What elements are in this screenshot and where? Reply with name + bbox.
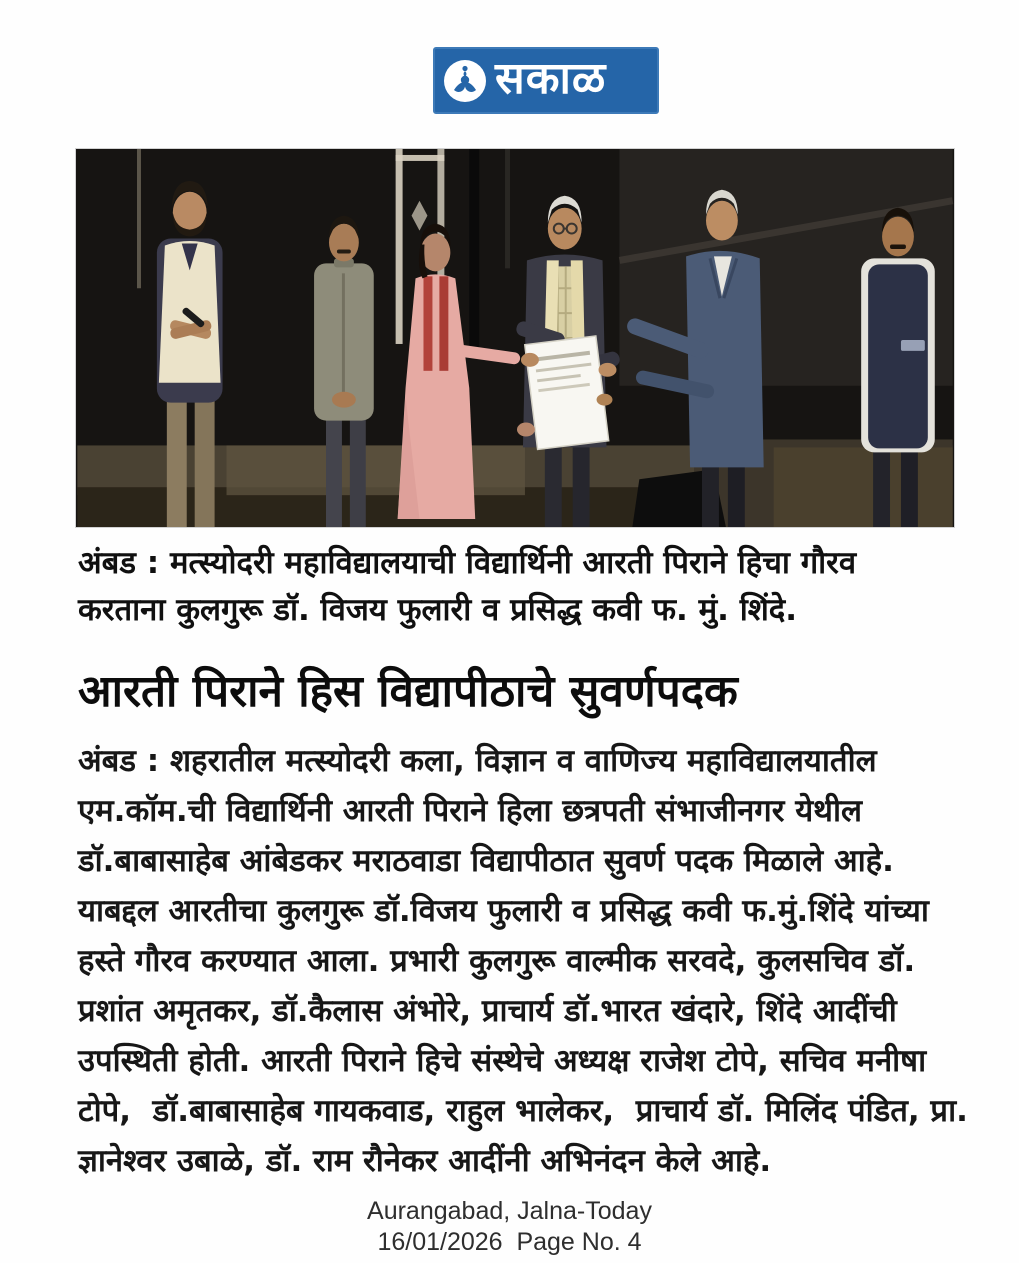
article-body-line: प्रशांत अमृतकर, डॉ.कैलास अंभोरे, प्राचार्य डॉ.भारत खंदारे, शिंदे आदींची xyxy=(78,993,897,1029)
article-body-line: उपस्थिती होती. आरती पिराने हिचे संस्थेचे अध्यक्ष राजेश टोपे, सचिव मनीषा xyxy=(78,1043,927,1079)
article-body-line: टोपे, डॉ.बाबासाहेब गायकवाड, राहुल भालेकर, प्राचार्य डॉ. मिलिंद पंडित, प्रा. xyxy=(78,1093,968,1129)
lamp-emblem-icon xyxy=(443,59,487,103)
photo-caption xyxy=(78,540,958,634)
article-body-line: डॉ.बाबासाहेब आंबेडकर मराठवाडा विद्यापीठात सुवर्ण पदक मिळाले आहे. xyxy=(78,843,894,879)
certificate xyxy=(525,336,609,449)
photo-caption-line: करताना कुलगुरू डॉ. विजय फुलारी व प्रसिद्ध कवी फ. मुं. शिंदे. xyxy=(78,592,798,628)
article-body-line: एम.कॉम.ची विद्यार्थिनी आरती पिराने हिला छत्रपती संभाजीनगर येथील xyxy=(78,793,863,829)
photo-caption-line: अंबड : मत्स्योदरी महाविद्यालयाची विद्यार्थिनी आरती पिराने हिचा गौरव xyxy=(78,545,857,581)
article-body xyxy=(78,736,983,1186)
article-body-line: याबद्दल आरतीचा कुलगुरू डॉ.विजय फुलारी व प्रसिद्ध कवी फ.मुं.शिंदे यांच्या xyxy=(78,893,929,929)
article-body-line: ज्ञानेश्वर उबाळे, डॉ. राम रौनेकर आदींनी अभिनंदन केले आहे. xyxy=(78,1143,772,1179)
article-body-line: अंबड : शहरातील मत्स्योदरी कला, विज्ञान व वाणिज्य महाविद्यालयातील xyxy=(78,743,877,779)
article-headline: आरती पिराने हिस विद्यापीठाचे सुवर्णपदक xyxy=(78,666,738,717)
footer-location: Aurangabad, Jalna-Today xyxy=(367,1197,652,1225)
award-ceremony-photo xyxy=(75,148,955,528)
stage-pole xyxy=(469,149,479,356)
footer xyxy=(0,1196,1019,1258)
photo-scene xyxy=(76,149,954,527)
sakal-logo xyxy=(433,47,659,114)
footer-date-page: 16/01/2026 Page No. 4 xyxy=(377,1228,642,1256)
logo-text: सकाळ xyxy=(495,52,607,104)
article-body-line: हस्ते गौरव करण्यात आला. प्रभारी कुलगुरू वाल्मीक सरवदे, कुलसचिव डॉ. xyxy=(78,943,916,979)
